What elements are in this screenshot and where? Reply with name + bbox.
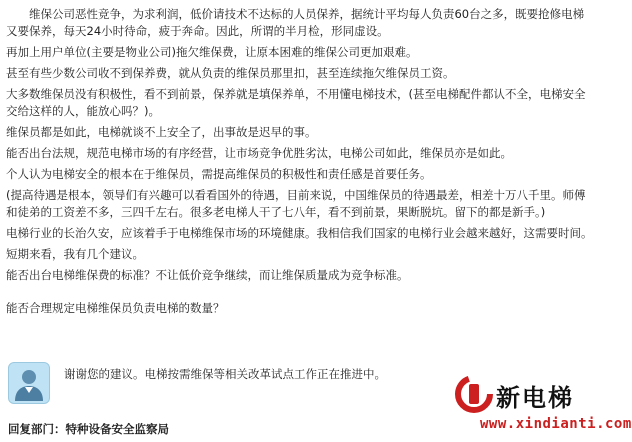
question-text: 能否合理规定电梯维保员负责电梯的数量？ — [6, 301, 225, 315]
paragraph-8: (提高待遇是根本，领导们有兴趣可以看看国外的待遇，目前来说，中国维保员的待遇最差，相差十万八千里。师傅和徒弟的工资差不多，三四千左右。很多老电梯人干了七八年，看不到前景，果断脱坑。留下的都是新手。) — [6, 188, 586, 219]
watermark-url: www.xindianti.com — [480, 416, 632, 432]
reply-block — [8, 362, 448, 404]
paragraph-2: 再加上用户单位(主要是物业公司)拖欠维保费，让原本困难的维保公司更加艰难。 — [6, 45, 418, 59]
paragraph-11: 能否出台电梯维保费的标准？不让低价竞争继续，而让维保质量成为竞争标准。 — [6, 268, 409, 282]
reply-text: 谢谢您的建议。电梯按需维保等相关改革试点工作正在推进中。 — [64, 367, 386, 381]
section-spacer — [6, 288, 594, 300]
user-avatar-icon — [8, 362, 50, 404]
elevator-logo-icon — [454, 374, 494, 414]
paragraph-10: 短期来看，我有几个建议。 — [6, 247, 144, 261]
paragraph-6: 能否出台法规，规范电梯市场的有序经营，让市场竞争优胜劣汰，电梯公司如此，维保员亦是如此。 — [6, 146, 512, 160]
paragraph-7: 个人认为电梯安全的根本在于维保员，需提高维保员的积极性和责任感是首要任务。 — [6, 167, 432, 181]
paragraph-3: 甚至有些少数公司收不到保养费，就从负责的维保员那里扣，甚至连续拖欠维保员工资。 — [6, 66, 455, 80]
reply-department: 回复部门：特种设备安全监察局 — [8, 422, 169, 436]
paragraph-4: 大多数维保员没有积极性，看不到前景，保养就是填保养单，不用懂电梯技术，(甚至电梯配件都认不全，电梯安全交给这样的人，能放心吗？)。 — [6, 87, 586, 118]
watermark-logo — [452, 372, 632, 440]
paragraph-1: 维保公司恶性竞争，为求利润，低价请技术不达标的人员保养，据统计平均每人负责60台之多，既要抢修电梯又要保养，每天24小时待命，疲于奔命。因此，所谓的半月检，形同虚设。 — [6, 7, 585, 38]
watermark-name: 新电梯 — [496, 384, 574, 412]
paragraph-5: 维保员都是如此，电梯就谈不上安全了，出事故是迟早的事。 — [6, 125, 317, 139]
message-body — [6, 6, 594, 317]
paragraph-9: 电梯行业的长治久安，应该着手于电梯维保市场的环境健康。我相信我们国家的电梯行业会越来越好，这需要时间。 — [6, 226, 593, 240]
